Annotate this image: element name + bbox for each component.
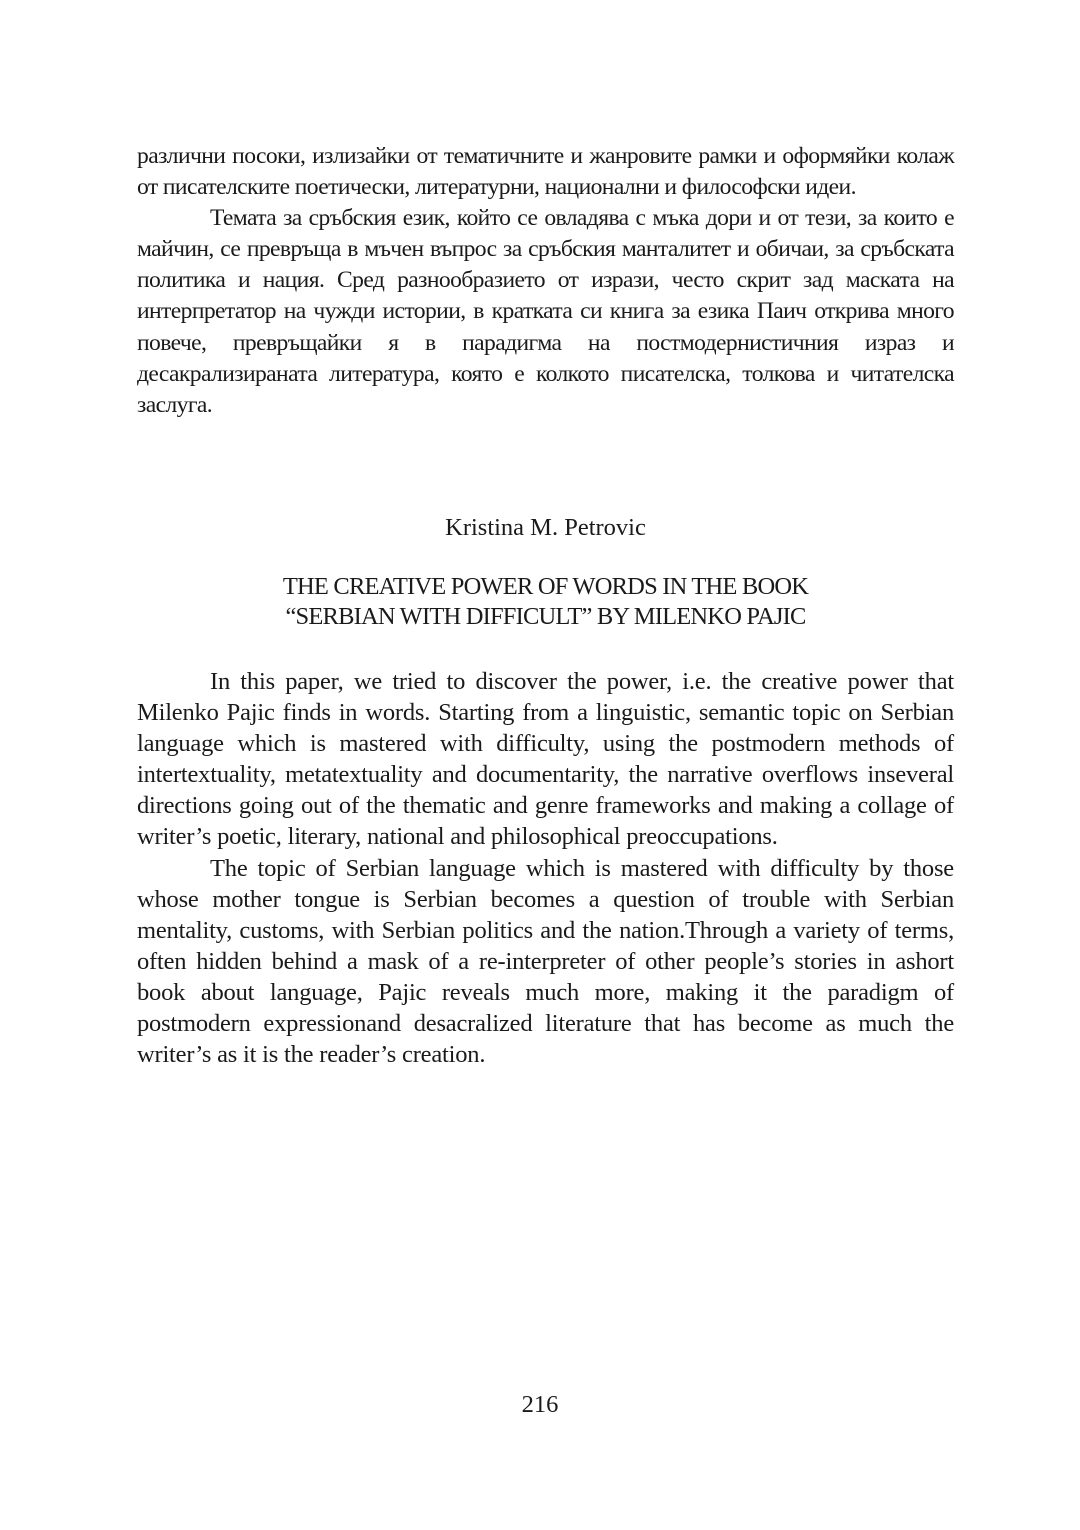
summary-paragraph-2: The topic of Serbian language which is mastered with difficulty by those whose mother tongue is Serbian becomes a question of trouble with Serbian mentality, customs, with Serbian politics and the nation.Through a variety of terms, often hidden behind a mask of a re-interpreter of other people’s stories in ashort book about language, Pajic reveals much more, making it the paradigm of postmodern expressionand desacralized literature that has become as much the writer’s as it is the reader’s creation. — [137, 854, 954, 1069]
bulgarian-text-block — [137, 141, 954, 421]
summary-title — [137, 572, 954, 631]
bulgarian-paragraph-continued: различни посоки, излизайки от тематичните и жанровите рамки и оформяйки колаж от писателските поетически, литературни, национални и философски идеи. — [137, 143, 954, 201]
summary-abstract — [137, 666, 954, 1070]
summary-author: Kristina M. Petrovic — [445, 514, 646, 541]
summary-paragraph-1: In this paper, we tried to discover the power, i.e. the creative power that Milenko Pajic finds in words. Starting from a linguistic, semantic topic on Serbian language which is mastered with difficulty, using the postmodern methods of intertextuality, metatextuality and documentarity, the narrative overflows inseveral directions going out of the thematic and genre frameworks and making a collage of writer’s poetic, literary, national and philosophical preoccupations. — [137, 668, 954, 851]
summary-title-line-2: “SERBIAN WITH DIFFICULT” BY MILENKO PAJIC — [285, 602, 806, 630]
page-number: 216 — [521, 1391, 559, 1418]
summary-title-line-1: THE CREATIVE POWER OF WORDS IN THE BOOK — [282, 573, 809, 600]
bulgarian-paragraph-topic: Темата за сръбския език, който се овладява с мъка дори и от тези, за които е майчин, се превръща в мъчен въпрос за сръбския манталитет и обичаи, за сръбската политика и нация. Сред разнообразието от изрази, често скрит зад маската на интерпретатор на чужди истории, в кратката си книга за езика Паич открива много повече, превръщайки я в парадигма на постмодернистичния израз и десакрализираната литература, която е колкото писателска, толкова и читателска заслуга. — [137, 205, 954, 418]
